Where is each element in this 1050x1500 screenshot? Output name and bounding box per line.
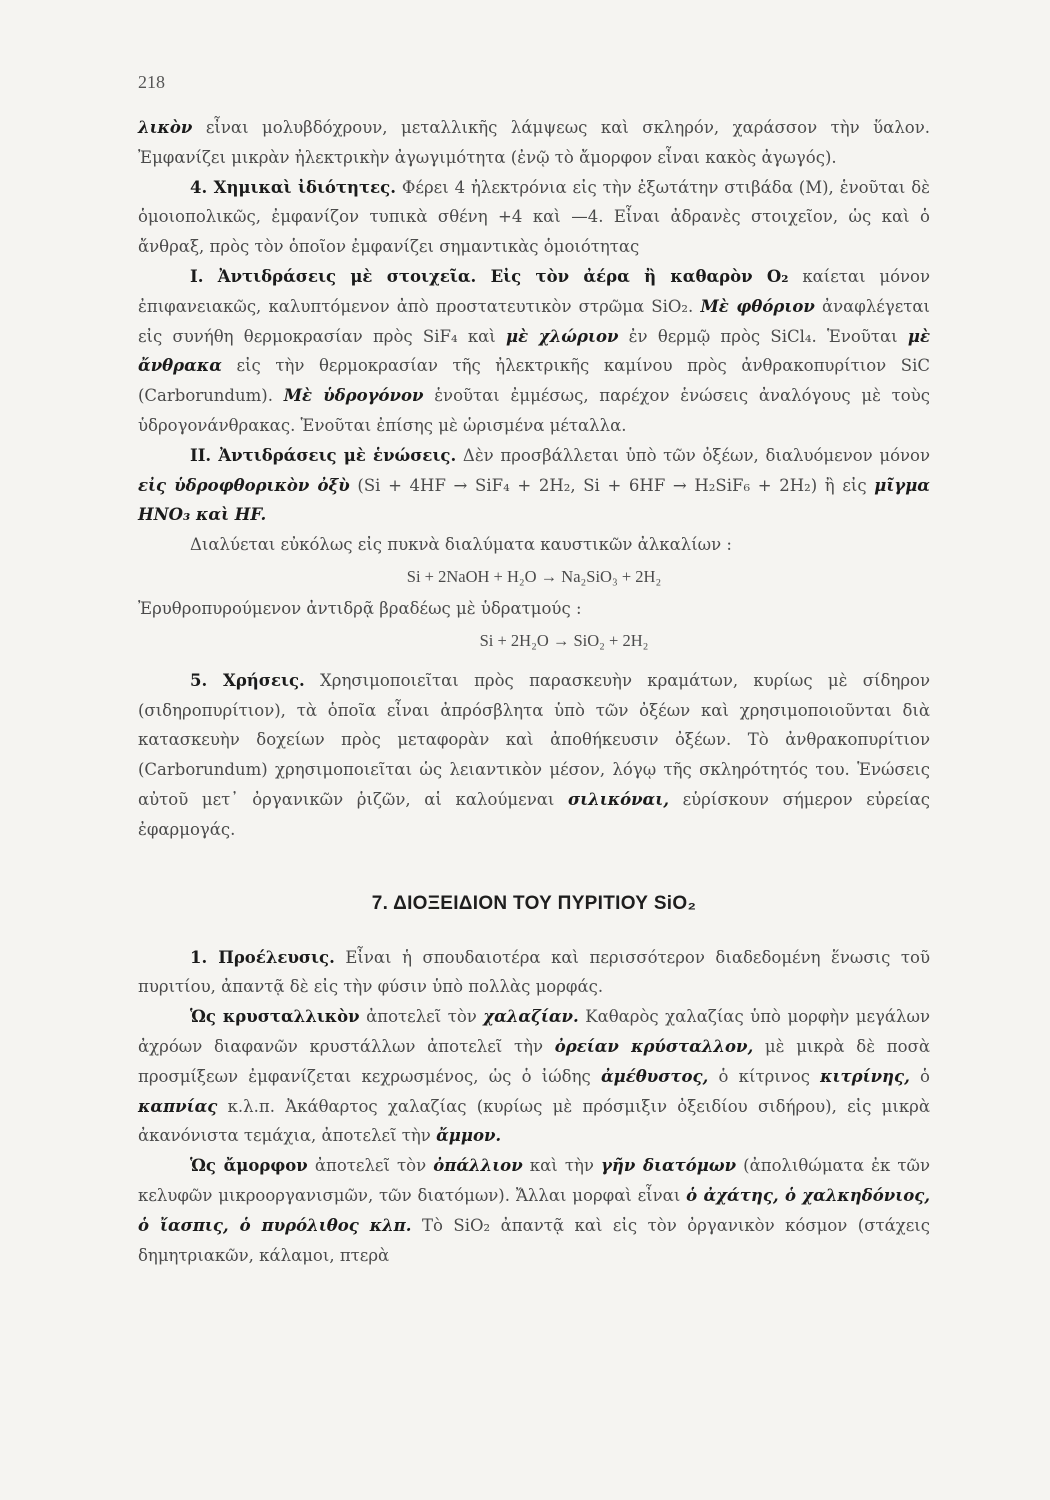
- subsection-title: 5. Χρήσεις.: [190, 670, 305, 690]
- subsection-title: 1. Προέλευσις.: [190, 947, 335, 967]
- paragraph-amorphous: Ὡς ἄμορφον ἀποτελεῖ τὸν ὀπάλλιον καὶ τὴν γῆν διατόμων (ἀπολιθώματα ἐκ τῶν κελυφῶν μικροοργανισμῶν, τῶν διατόμων). Ἄλλαι μορφαὶ εἶναι ὁ ἀχάτης, ὁ χαλκηδόνιος, ὁ ἴασπις, ὁ πυρόλιθος κλπ. Τὸ SiO₂ ἀπαντᾷ καὶ εἰς τὸν ὀργανικὸν κόσμον (στάχεις δημητριακῶν, κάλαμοι, πτερὰ: [138, 1156, 931, 1265]
- equation-steam: Si + 2H₂O → SiO₂ + 2H₂: [479, 630, 649, 650]
- page-number: 218: [138, 72, 165, 92]
- subsection-title: II. Ἀντιδράσεις μὲ ἑνώσεις.: [190, 445, 457, 465]
- subsection-title: I. Ἀντιδράσεις μὲ στοιχεῖα. Εἰς τὸν ἀέρα ἢ καθαρὸν O₂: [190, 266, 789, 286]
- equation-naoh: Si + 2NaOH + H₂O → Na₂SiO₃ + 2H₂: [406, 566, 662, 586]
- emphasis: λικὸν: [138, 118, 193, 137]
- section-heading: 7. ΔΙΟΞΕΙΔΙΟΝ ΤΟΥ ΠΥΡΙΤΙΟΥ SiO₂: [371, 892, 697, 914]
- paragraph-chemical-properties: 4. Χημικαὶ ἰδιότητες. Φέρει 4 ἠλεκτρόνια εἰς τὴν ἐξωτάτην στιβάδα (M), ἑνοῦται δὲ ὁμοιοπολικῶς, ἐμφανίζον τυπικὰ σθένη +4 καὶ —4. Εἶναι ἀδρανὲς στοιχεῖον, ὡς καὶ ὁ ἄνθραξ, πρὸς τὸν ὁποῖον ἐμφανίζει σημαντικὰς ὁμοιότητας: [138, 177, 931, 257]
- paragraph-uses: 5. Χρήσεις. Χρησιμοποιεῖται πρὸς παρασκευὴν κραμάτων, κυρίως μὲ σίδηρον (σιδηροπυρίτιον), τὰ ὁποῖα εἶναι ἀπρόσβλητα ὑπὸ τῶν ὀξέων καὶ χρησιμοποιοῦνται διὰ κατασκευὴν δοχείων πρὸς μεταφορὰν καὶ ἀποθήκευσιν ὀξέων. Τὸ ἀνθρακοπυρίτιον (Carborundum) χρησιμοποιεῖται ὡς λειαντικὸν μέσον, λόγῳ τῆς σκληρότητός του. Ἑνώσεις αὐτοῦ μετ᾽ ὀργανικῶν ῥιζῶν, αἱ καλούμεναι σιλικόναι, εὑρίσκουν σήμερον εὐρείας ἐφαρμογάς.: [138, 670, 930, 839]
- paragraph-reactions-elements: I. Ἀντιδράσεις μὲ στοιχεῖα. Εἰς τὸν ἀέρα ἢ καθαρὸν O₂ καίεται μόνον ἐπιφανειακῶς, καλυπτόμενον ἀπὸ προστατευτικὸν στρῶμα SiO₂. Μὲ φθόριον ἀναφλέγεται εἰς συνήθη θερμοκρασίαν πρὸς SiF₄ καὶ μὲ χλώριον ἐν θερμῷ πρὸς SiCl₄. Ἑνοῦται μὲ ἄνθρακα εἰς τὴν θερμοκρασίαν τῆς ἠλεκτρικῆς καμίνου πρὸς ἀνθρακοπυρίτιον SiC (Carborundum). Μὲ ὑδρογόνον ἑνοῦται ἐμμέσως, παρέχον ἑνώσεις ἀναλόγους μὲ τοὺς ὑδρογονάνθρακας. Ἑνοῦται ἐπίσης μὲ ὡρισμένα μέταλλα.: [138, 266, 930, 435]
- paragraph-reactions-compounds: II. Ἀντιδράσεις μὲ ἑνώσεις. Δὲν προσβάλλεται ὑπὸ τῶν ὀξέων, διαλυόμενον μόνον εἰς ὑδροφθορικὸν ὀξὺ (Si + 4HF → SiF₄ + 2H₂, Si + 6HF → H₂SiF₆ + 2H₂) ἢ εἰς μῖγμα HNO₃ καὶ HF.: [138, 445, 931, 525]
- paragraph-crystal-properties: λικὸν εἶναι μολυβδόχρουν, μεταλλικῆς λάμψεως καὶ σκληρόν, χαράσσον τὴν ὕαλον. Ἐμφανίζει μικρὰν ἠλεκτρικὴν ἀγωγιμότητα (ἐνῷ τὸ ἄμορφον εἶναι κακὸς ἀγωγός).: [138, 118, 930, 167]
- paragraph-origin: 1. Προέλευσις. Εἶναι ἡ σπουδαιοτέρα καὶ περισσότερον διαδεδομένη ἕνωσις τοῦ πυριτίου, ἀπαντᾷ δὲ εἰς τὴν φύσιν ὑπὸ πολλὰς μορφάς.: [138, 947, 930, 997]
- paragraph-steam: Ἐρυθροπυρούμενον ἀντιδρᾷ βραδέως μὲ ὑδρατμούς :: [138, 598, 582, 618]
- paragraph-crystalline: Ὡς κρυσταλλικὸν ἀποτελεῖ τὸν χαλαζίαν. Καθαρὸς χαλαζίας ὑπὸ μορφὴν μεγάλων ἀχρόων διαφανῶν κρυστάλλων ἀποτελεῖ τὴν ὀρείαν κρύσταλλον, μὲ μικρὰ δὲ ποσὰ προσμίξεων ἐμφανίζεται κεχρωσμένος, ὡς ὁ ἰώδης ἀμέθυστος, ὁ κίτρινος κιτρίνης, ὁ καπνίας κ.λ.π. Ἀκάθαρτος χαλαζίας (κυρίως μὲ πρόσμιξιν ὀξειδίου σιδήρου), εἰς μικρὰ ἀκανόνιστα τεμάχια, ἀποτελεῖ τὴν ἄμμον.: [138, 1007, 930, 1146]
- subsection-title: 4. Χημικαὶ ἰδιότητες.: [190, 177, 396, 197]
- paragraph-alkali: Διαλύεται εὐκόλως εἰς πυκνὰ διαλύματα καυστικῶν ἀλκαλίων :: [190, 535, 732, 555]
